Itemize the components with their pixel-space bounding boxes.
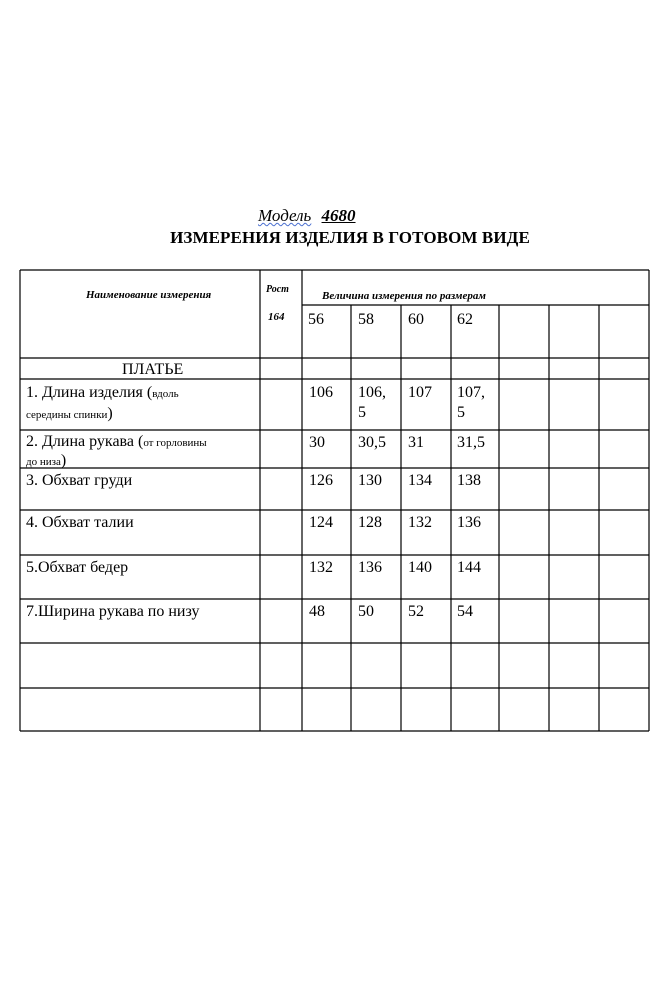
size-56: 56: [308, 311, 324, 328]
size-62: 62: [457, 311, 473, 328]
row-5-value-60: 140: [408, 559, 432, 576]
row-3-value-60: 134: [408, 472, 432, 489]
height-value: 164: [268, 311, 285, 323]
row-3-name: 3. Обхват груди: [26, 472, 133, 489]
size-58: 58: [358, 311, 374, 328]
row-6-value-62: 54: [457, 603, 473, 620]
row-6-name: 7.Ширина рукава по низу: [26, 603, 200, 620]
row-1-value-62: 107, 5: [457, 384, 485, 421]
row-5-value-62: 144: [457, 559, 481, 576]
sizes-header: Величина измерения по размерам: [322, 290, 486, 302]
row-2-value-56: 30: [309, 434, 325, 451]
row-4-value-62: 136: [457, 514, 481, 531]
section-title: ПЛАТЬЕ: [122, 361, 184, 378]
model-caption: [258, 206, 356, 226]
row-4-name: 4. Обхват талии: [26, 514, 134, 531]
row-6-value-60: 52: [408, 603, 424, 620]
row-5-value-58: 136: [358, 559, 382, 576]
row-6-value-58: 50: [358, 603, 374, 620]
row-5-value-56: 132: [309, 559, 333, 576]
model-number: 4680: [321, 206, 356, 225]
row-4-value-60: 132: [408, 514, 432, 531]
row-2-value-60: 31: [408, 434, 424, 451]
row-1-value-58: 106, 5: [358, 384, 386, 421]
row-1-value-60: 107: [408, 384, 432, 401]
row-5-name: 5.Обхват бедер: [26, 559, 129, 576]
row-4-value-58: 128: [358, 514, 382, 531]
name-column-header: Наименование измерения: [86, 289, 212, 301]
row-3-value-58: 130: [358, 472, 382, 489]
size-60: 60: [408, 311, 424, 328]
row-2-name: 2. Длина рукава (от горловины до низа): [26, 433, 207, 469]
document-title: ИЗМЕРЕНИЯ ИЗДЕЛИЯ В ГОТОВОМ ВИДЕ: [170, 228, 530, 247]
model-label: Модель: [258, 206, 312, 225]
row-3-value-56: 126: [309, 472, 333, 489]
row-2-value-62: 31,5: [457, 434, 485, 451]
row-1-name: 1. Длина изделия (вдоль середины спинки): [26, 384, 179, 422]
height-label: Рост: [266, 284, 289, 295]
row-4-value-56: 124: [309, 514, 333, 531]
row-2-value-58: 30,5: [358, 434, 386, 451]
row-6-value-56: 48: [309, 603, 325, 620]
row-1-value-56: 106: [309, 384, 333, 401]
row-3-value-62: 138: [457, 472, 481, 489]
